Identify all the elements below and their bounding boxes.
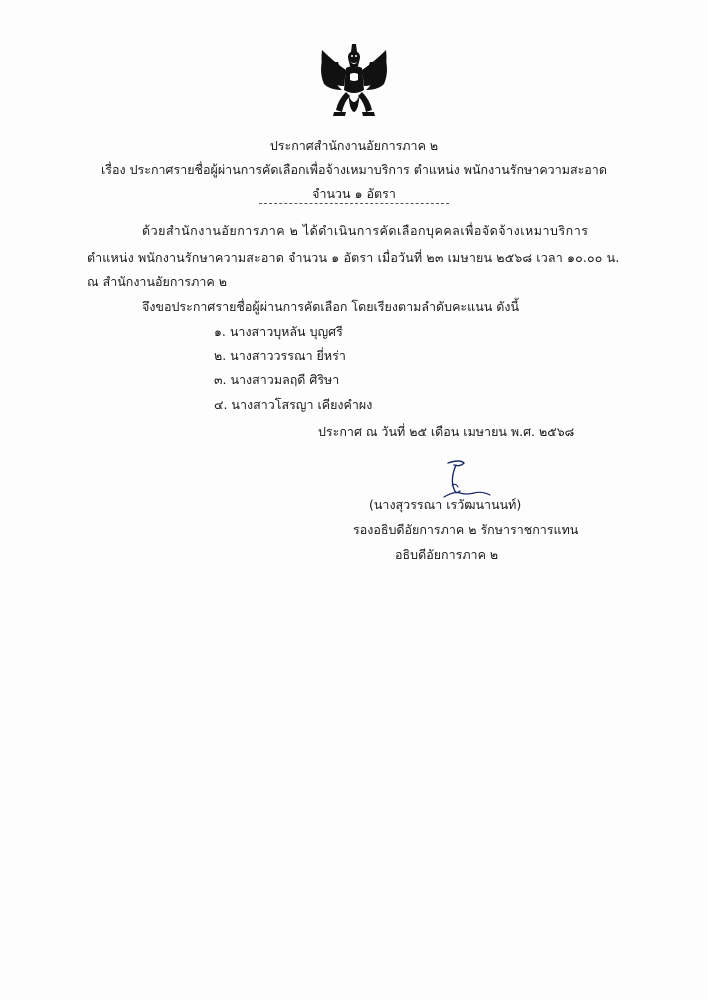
position-count: จำนวน ๑ อัตรา bbox=[312, 186, 396, 201]
candidate-list-intro: จึงขอประกาศรายชื่อผู้ผ่านการคัดเลือก โดยเรียงตามลำดับคะแนน ดังนี้ bbox=[142, 299, 520, 314]
signatory-name: (นางสุวรรณา เรวัฒนานนท์) bbox=[369, 497, 522, 512]
candidate-item: ๒. นางสาววรรณา ยี่หร่า bbox=[214, 348, 346, 363]
body-paragraph-line-2: ตำแหน่ง พนักงานรักษาความสะอาด จำนวน ๑ อัตรา เมื่อวันที่ ๒๓ เมษายน ๒๕๖๘ เวลา ๑๐.๐๐ น. bbox=[87, 250, 620, 265]
signatory-title-line-2: อธิบดีอัยการภาค ๒ bbox=[395, 547, 499, 562]
announcement-subject: เรื่อง ประกาศรายชื่อผู้ผ่านการคัดเลือกเพื่อจ้างเหมาบริการ ตำแหน่ง พนักงานรักษาความสะอาด bbox=[101, 162, 607, 177]
candidate-item: ๑. นางสาวบุหลัน บุญศรี bbox=[214, 324, 343, 339]
garuda-emblem-icon bbox=[312, 40, 396, 124]
announcement-title: ประกาศสำนักงานอัยการภาค ๒ bbox=[269, 138, 439, 153]
candidate-item: ๓. นางสาวมลฤดี ศิริษา bbox=[214, 372, 340, 387]
announcement-date: ประกาศ ณ วันที่ ๒๕ เดือน เมษายน พ.ศ. ๒๕๖๘ bbox=[318, 424, 575, 439]
body-paragraph-line-1: ด้วยสำนักงานอัยการภาค ๒ ได้ดำเนินการคัดเลือกบุคคลเพื่อจัดจ้างเหมาบริการ bbox=[142, 223, 589, 238]
candidate-item: ๔. นางสาวโสรญา เคียงคำผง bbox=[214, 397, 373, 412]
header-divider bbox=[259, 203, 449, 204]
signatory-title-line-1: รองอธิบดีอัยการภาค ๒ รักษาราชการแทน bbox=[353, 522, 579, 537]
body-paragraph-line-3: ณ สำนักงานอัยการภาค ๒ bbox=[87, 274, 227, 289]
